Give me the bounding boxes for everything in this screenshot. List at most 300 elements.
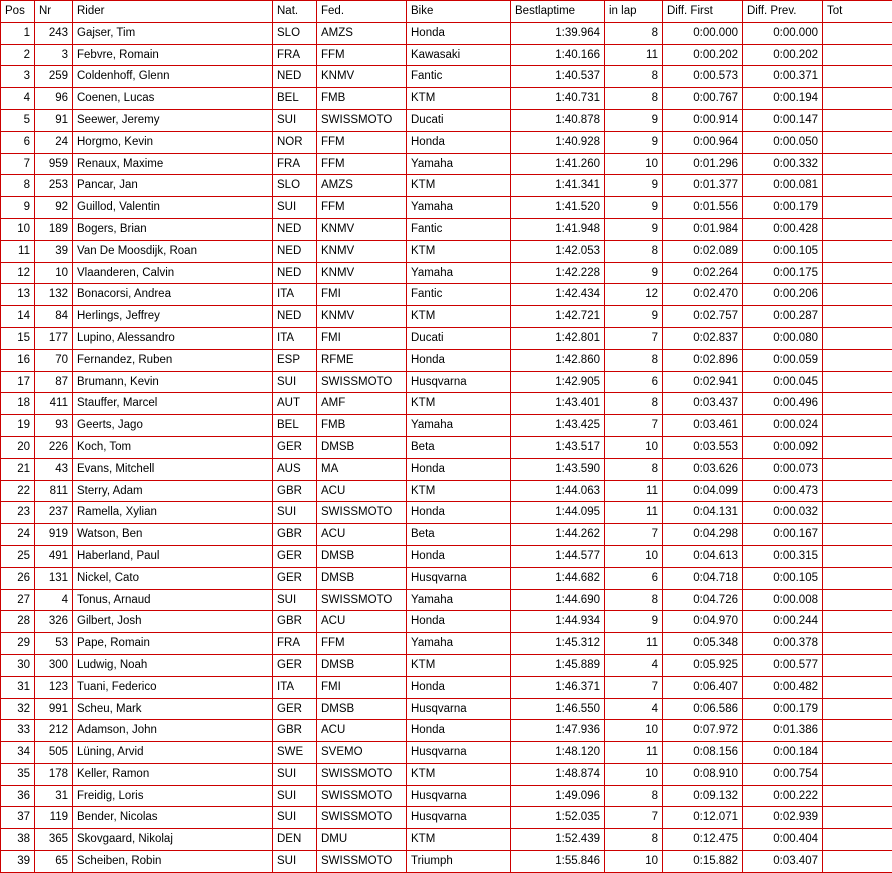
cell-fed: FFM: [317, 633, 407, 655]
cell-pos: 12: [1, 262, 35, 284]
cell-fed: SWISSMOTO: [317, 785, 407, 807]
cell-fed: FMB: [317, 415, 407, 437]
cell-lap: 10: [605, 436, 663, 458]
cell-nr: 43: [35, 458, 73, 480]
cell-pos: 22: [1, 480, 35, 502]
cell-rider: Ramella, Xylian: [73, 502, 273, 524]
cell-best: 1:43.425: [511, 415, 605, 437]
cell-dprev: 0:00.000: [743, 22, 823, 44]
cell-bike: KTM: [407, 763, 511, 785]
cell-tot: [823, 88, 892, 110]
cell-nat: FRA: [273, 633, 317, 655]
cell-best: 1:45.312: [511, 633, 605, 655]
column-header-rider[interactable]: Rider: [73, 1, 273, 23]
cell-dprev: 0:00.202: [743, 44, 823, 66]
cell-rider: Gilbert, Josh: [73, 611, 273, 633]
column-header-fed[interactable]: Fed.: [317, 1, 407, 23]
table-row[interactable]: [1, 153, 892, 175]
cell-bike: KTM: [407, 480, 511, 502]
cell-dprev: 0:00.059: [743, 349, 823, 371]
cell-nr: 237: [35, 502, 73, 524]
cell-nat: SUI: [273, 109, 317, 131]
cell-nr: 178: [35, 763, 73, 785]
cell-tot: [823, 633, 892, 655]
table-row[interactable]: [1, 349, 892, 371]
cell-fed: SVEMO: [317, 742, 407, 764]
column-header-diff-first[interactable]: Diff. First: [663, 1, 743, 23]
cell-pos: 23: [1, 502, 35, 524]
cell-best: 1:43.517: [511, 436, 605, 458]
cell-best: 1:44.095: [511, 502, 605, 524]
cell-nr: 365: [35, 829, 73, 851]
table-row[interactable]: [1, 88, 892, 110]
cell-best: 1:39.964: [511, 22, 605, 44]
cell-fed: ACU: [317, 611, 407, 633]
cell-dfirst: 0:01.296: [663, 153, 743, 175]
cell-dprev: 0:00.081: [743, 175, 823, 197]
cell-rider: Scheu, Mark: [73, 698, 273, 720]
cell-bike: Husqvarna: [407, 698, 511, 720]
table-row[interactable]: [1, 763, 892, 785]
table-row[interactable]: [1, 66, 892, 88]
table-row[interactable]: [1, 415, 892, 437]
cell-dfirst: 0:00.000: [663, 22, 743, 44]
cell-tot: [823, 502, 892, 524]
cell-dfirst: 0:03.626: [663, 458, 743, 480]
cell-best: 1:40.878: [511, 109, 605, 131]
cell-nat: GBR: [273, 524, 317, 546]
cell-best: 1:47.936: [511, 720, 605, 742]
cell-nat: SWE: [273, 742, 317, 764]
cell-lap: 8: [605, 349, 663, 371]
table-row[interactable]: [1, 131, 892, 153]
cell-best: 1:41.260: [511, 153, 605, 175]
cell-dprev: 0:00.050: [743, 131, 823, 153]
table-row[interactable]: [1, 698, 892, 720]
table-row[interactable]: [1, 720, 892, 742]
table-row[interactable]: [1, 633, 892, 655]
cell-dprev: 0:00.482: [743, 676, 823, 698]
cell-fed: SWISSMOTO: [317, 371, 407, 393]
cell-bike: Yamaha: [407, 589, 511, 611]
cell-best: 1:42.721: [511, 306, 605, 328]
cell-best: 1:41.948: [511, 218, 605, 240]
cell-rider: Bogers, Brian: [73, 218, 273, 240]
cell-nr: 3: [35, 44, 73, 66]
table-row[interactable]: [1, 829, 892, 851]
table-row[interactable]: [1, 589, 892, 611]
cell-best: 1:49.096: [511, 785, 605, 807]
cell-lap: 9: [605, 197, 663, 219]
cell-tot: [823, 284, 892, 306]
cell-best: 1:44.934: [511, 611, 605, 633]
cell-nr: 31: [35, 785, 73, 807]
cell-tot: [823, 131, 892, 153]
cell-nat: ESP: [273, 349, 317, 371]
cell-dfirst: 0:05.925: [663, 654, 743, 676]
cell-rider: Evans, Mitchell: [73, 458, 273, 480]
cell-dfirst: 0:12.475: [663, 829, 743, 851]
column-header-bike[interactable]: Bike: [407, 1, 511, 23]
cell-fed: MA: [317, 458, 407, 480]
cell-best: 1:45.889: [511, 654, 605, 676]
cell-fed: FMI: [317, 284, 407, 306]
cell-lap: 11: [605, 502, 663, 524]
cell-best: 1:44.682: [511, 567, 605, 589]
cell-nr: 300: [35, 654, 73, 676]
column-header-nat[interactable]: Nat.: [273, 1, 317, 23]
table-row[interactable]: [1, 480, 892, 502]
cell-dfirst: 0:09.132: [663, 785, 743, 807]
cell-tot: [823, 807, 892, 829]
cell-tot: [823, 153, 892, 175]
table-row[interactable]: [1, 458, 892, 480]
table-row[interactable]: [1, 676, 892, 698]
cell-nat: BEL: [273, 415, 317, 437]
cell-rider: Pancar, Jan: [73, 175, 273, 197]
table-row[interactable]: [1, 306, 892, 328]
cell-nr: 92: [35, 197, 73, 219]
cell-bike: Husqvarna: [407, 371, 511, 393]
cell-dprev: 0:00.179: [743, 698, 823, 720]
cell-rider: Van De Moosdijk, Roan: [73, 240, 273, 262]
cell-dprev: 0:00.105: [743, 240, 823, 262]
cell-dfirst: 0:04.131: [663, 502, 743, 524]
cell-nat: ITA: [273, 676, 317, 698]
cell-nat: DEN: [273, 829, 317, 851]
cell-fed: DMU: [317, 829, 407, 851]
cell-bike: Husqvarna: [407, 742, 511, 764]
cell-tot: [823, 763, 892, 785]
cell-bike: Honda: [407, 502, 511, 524]
table-row[interactable]: [1, 197, 892, 219]
cell-tot: [823, 109, 892, 131]
cell-lap: 7: [605, 327, 663, 349]
cell-lap: 8: [605, 785, 663, 807]
table-row[interactable]: [1, 545, 892, 567]
cell-lap: 4: [605, 698, 663, 720]
cell-rider: Fernandez, Ruben: [73, 349, 273, 371]
cell-nat: SUI: [273, 785, 317, 807]
cell-nat: AUT: [273, 393, 317, 415]
cell-rider: Skovgaard, Nikolaj: [73, 829, 273, 851]
cell-nat: ITA: [273, 284, 317, 306]
cell-best: 1:40.731: [511, 88, 605, 110]
cell-tot: [823, 327, 892, 349]
cell-pos: 17: [1, 371, 35, 393]
cell-rider: Horgmo, Kevin: [73, 131, 273, 153]
cell-pos: 13: [1, 284, 35, 306]
cell-dfirst: 0:04.726: [663, 589, 743, 611]
cell-tot: [823, 611, 892, 633]
cell-nr: 919: [35, 524, 73, 546]
table-row[interactable]: [1, 218, 892, 240]
cell-dfirst: 0:06.586: [663, 698, 743, 720]
cell-tot: [823, 545, 892, 567]
cell-nr: 991: [35, 698, 73, 720]
cell-tot: [823, 742, 892, 764]
cell-pos: 20: [1, 436, 35, 458]
cell-lap: 11: [605, 742, 663, 764]
cell-dfirst: 0:00.573: [663, 66, 743, 88]
cell-lap: 8: [605, 240, 663, 262]
cell-tot: [823, 240, 892, 262]
cell-lap: 10: [605, 763, 663, 785]
table-row[interactable]: [1, 262, 892, 284]
cell-dfirst: 0:03.437: [663, 393, 743, 415]
cell-pos: 25: [1, 545, 35, 567]
cell-pos: 7: [1, 153, 35, 175]
cell-lap: 7: [605, 415, 663, 437]
cell-lap: 4: [605, 654, 663, 676]
table-row[interactable]: [1, 327, 892, 349]
cell-nr: 24: [35, 131, 73, 153]
cell-rider: Tonus, Arnaud: [73, 589, 273, 611]
cell-dfirst: 0:00.202: [663, 44, 743, 66]
cell-dfirst: 0:04.613: [663, 545, 743, 567]
cell-lap: 8: [605, 88, 663, 110]
cell-fed: AMZS: [317, 22, 407, 44]
cell-nat: SUI: [273, 589, 317, 611]
cell-nat: AUS: [273, 458, 317, 480]
cell-dprev: 0:00.206: [743, 284, 823, 306]
table-row[interactable]: [1, 240, 892, 262]
cell-fed: FMI: [317, 676, 407, 698]
cell-fed: SWISSMOTO: [317, 851, 407, 873]
cell-dfirst: 0:04.970: [663, 611, 743, 633]
cell-rider: Herlings, Jeffrey: [73, 306, 273, 328]
cell-dprev: 0:00.404: [743, 829, 823, 851]
cell-bike: KTM: [407, 393, 511, 415]
cell-dprev: 0:00.175: [743, 262, 823, 284]
cell-tot: [823, 524, 892, 546]
cell-nr: 259: [35, 66, 73, 88]
cell-fed: FFM: [317, 197, 407, 219]
cell-tot: [823, 197, 892, 219]
cell-pos: 34: [1, 742, 35, 764]
cell-dfirst: 0:07.972: [663, 720, 743, 742]
cell-nat: FRA: [273, 44, 317, 66]
cell-lap: 8: [605, 22, 663, 44]
cell-dfirst: 0:00.914: [663, 109, 743, 131]
cell-nat: NOR: [273, 131, 317, 153]
table-row[interactable]: [1, 436, 892, 458]
cell-rider: Keller, Ramon: [73, 763, 273, 785]
cell-rider: Lupino, Alessandro: [73, 327, 273, 349]
table-row[interactable]: [1, 284, 892, 306]
cell-bike: KTM: [407, 175, 511, 197]
cell-fed: KNMV: [317, 66, 407, 88]
cell-dprev: 0:00.024: [743, 415, 823, 437]
cell-fed: DMSB: [317, 698, 407, 720]
cell-tot: [823, 22, 892, 44]
cell-dfirst: 0:00.767: [663, 88, 743, 110]
cell-best: 1:42.228: [511, 262, 605, 284]
cell-tot: [823, 415, 892, 437]
table-row[interactable]: [1, 109, 892, 131]
cell-bike: Yamaha: [407, 262, 511, 284]
cell-lap: 10: [605, 153, 663, 175]
cell-dprev: 0:00.105: [743, 567, 823, 589]
cell-lap: 10: [605, 851, 663, 873]
cell-best: 1:41.520: [511, 197, 605, 219]
cell-bike: Beta: [407, 524, 511, 546]
cell-nr: 212: [35, 720, 73, 742]
cell-dprev: 0:02.939: [743, 807, 823, 829]
cell-nr: 96: [35, 88, 73, 110]
cell-pos: 4: [1, 88, 35, 110]
cell-pos: 21: [1, 458, 35, 480]
table-row[interactable]: [1, 785, 892, 807]
column-header-pos[interactable]: Pos: [1, 1, 35, 23]
cell-nat: SUI: [273, 851, 317, 873]
cell-bike: Honda: [407, 720, 511, 742]
cell-dfirst: 0:02.264: [663, 262, 743, 284]
table-row[interactable]: [1, 22, 892, 44]
cell-nat: NED: [273, 262, 317, 284]
cell-pos: 19: [1, 415, 35, 437]
cell-rider: Nickel, Cato: [73, 567, 273, 589]
cell-pos: 2: [1, 44, 35, 66]
cell-rider: Watson, Ben: [73, 524, 273, 546]
cell-tot: [823, 829, 892, 851]
cell-dfirst: 0:06.407: [663, 676, 743, 698]
cell-tot: [823, 262, 892, 284]
cell-dfirst: 0:02.837: [663, 327, 743, 349]
cell-dfirst: 0:08.156: [663, 742, 743, 764]
cell-dprev: 0:00.092: [743, 436, 823, 458]
cell-dfirst: 0:08.910: [663, 763, 743, 785]
table-row[interactable]: [1, 567, 892, 589]
cell-pos: 33: [1, 720, 35, 742]
cell-nr: 243: [35, 22, 73, 44]
table-row[interactable]: [1, 371, 892, 393]
cell-lap: 11: [605, 480, 663, 502]
cell-dprev: 0:00.577: [743, 654, 823, 676]
cell-bike: Fantic: [407, 284, 511, 306]
cell-rider: Tuani, Federico: [73, 676, 273, 698]
cell-nat: ITA: [273, 327, 317, 349]
cell-tot: [823, 349, 892, 371]
cell-pos: 32: [1, 698, 35, 720]
cell-nr: 119: [35, 807, 73, 829]
cell-fed: SWISSMOTO: [317, 763, 407, 785]
cell-lap: 8: [605, 458, 663, 480]
cell-fed: SWISSMOTO: [317, 807, 407, 829]
cell-nr: 53: [35, 633, 73, 655]
cell-lap: 9: [605, 611, 663, 633]
cell-tot: [823, 676, 892, 698]
cell-bike: Triumph: [407, 851, 511, 873]
cell-pos: 6: [1, 131, 35, 153]
cell-bike: KTM: [407, 240, 511, 262]
cell-dprev: 0:00.496: [743, 393, 823, 415]
cell-dfirst: 0:04.718: [663, 567, 743, 589]
cell-nr: 189: [35, 218, 73, 240]
cell-nat: SUI: [273, 807, 317, 829]
cell-best: 1:44.063: [511, 480, 605, 502]
cell-nat: GBR: [273, 720, 317, 742]
cell-rider: Ludwig, Noah: [73, 654, 273, 676]
cell-best: 1:46.371: [511, 676, 605, 698]
cell-rider: Scheiben, Robin: [73, 851, 273, 873]
cell-pos: 11: [1, 240, 35, 262]
cell-nr: 177: [35, 327, 73, 349]
cell-pos: 28: [1, 611, 35, 633]
cell-dfirst: 0:02.470: [663, 284, 743, 306]
column-header-nr[interactable]: Nr: [35, 1, 73, 23]
table-row[interactable]: [1, 807, 892, 829]
table-row[interactable]: [1, 44, 892, 66]
cell-best: 1:40.537: [511, 66, 605, 88]
cell-nat: GER: [273, 567, 317, 589]
cell-rider: Stauffer, Marcel: [73, 393, 273, 415]
cell-rider: Renaux, Maxime: [73, 153, 273, 175]
cell-pos: 38: [1, 829, 35, 851]
cell-bike: Ducati: [407, 327, 511, 349]
cell-bike: Husqvarna: [407, 785, 511, 807]
table-row[interactable]: [1, 654, 892, 676]
cell-pos: 37: [1, 807, 35, 829]
cell-nat: SLO: [273, 175, 317, 197]
column-header-bestlaptime[interactable]: Bestlaptime: [511, 1, 605, 23]
table-row[interactable]: [1, 524, 892, 546]
column-header-tot[interactable]: Tot: [823, 1, 892, 23]
cell-nr: 70: [35, 349, 73, 371]
table-row[interactable]: [1, 175, 892, 197]
cell-bike: Kawasaki: [407, 44, 511, 66]
cell-lap: 11: [605, 44, 663, 66]
cell-bike: Honda: [407, 545, 511, 567]
cell-dprev: 0:00.008: [743, 589, 823, 611]
table-row[interactable]: [1, 611, 892, 633]
cell-dfirst: 0:02.896: [663, 349, 743, 371]
cell-lap: 7: [605, 676, 663, 698]
cell-nr: 91: [35, 109, 73, 131]
cell-rider: Seewer, Jeremy: [73, 109, 273, 131]
cell-tot: [823, 698, 892, 720]
table-row[interactable]: [1, 851, 892, 873]
cell-nr: 491: [35, 545, 73, 567]
cell-rider: Coenen, Lucas: [73, 88, 273, 110]
cell-tot: [823, 66, 892, 88]
cell-lap: 6: [605, 371, 663, 393]
cell-rider: Bender, Nicolas: [73, 807, 273, 829]
cell-nat: FRA: [273, 153, 317, 175]
cell-nr: 132: [35, 284, 73, 306]
cell-bike: Husqvarna: [407, 807, 511, 829]
column-header-diff-prev[interactable]: Diff. Prev.: [743, 1, 823, 23]
cell-dfirst: 0:12.071: [663, 807, 743, 829]
cell-lap: 8: [605, 393, 663, 415]
cell-lap: 10: [605, 720, 663, 742]
cell-bike: Fantic: [407, 218, 511, 240]
table-row[interactable]: [1, 393, 892, 415]
table-row[interactable]: [1, 502, 892, 524]
cell-best: 1:48.874: [511, 763, 605, 785]
table-row[interactable]: [1, 742, 892, 764]
cell-fed: DMSB: [317, 567, 407, 589]
cell-bike: Yamaha: [407, 153, 511, 175]
cell-pos: 31: [1, 676, 35, 698]
cell-dprev: 0:00.194: [743, 88, 823, 110]
column-header-inlap[interactable]: in lap: [605, 1, 663, 23]
cell-best: 1:42.905: [511, 371, 605, 393]
cell-fed: AMF: [317, 393, 407, 415]
cell-fed: ACU: [317, 524, 407, 546]
cell-nat: NED: [273, 66, 317, 88]
cell-nat: GER: [273, 654, 317, 676]
